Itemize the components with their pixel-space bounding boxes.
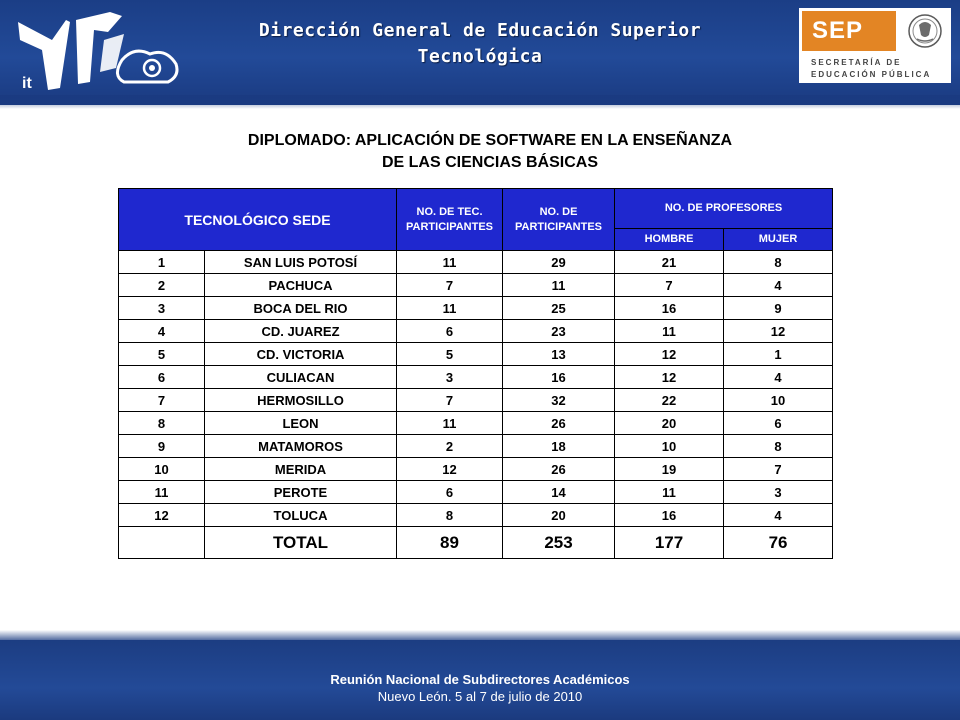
cell-tec: 3 (397, 366, 503, 389)
cell-num: 8 (119, 412, 205, 435)
cell-mujer: 8 (724, 435, 833, 458)
table-row (119, 297, 833, 320)
cell-sede: BOCA DEL RIO (205, 297, 397, 320)
cell-hombre: 20 (615, 412, 724, 435)
cell-mujer: 6 (724, 412, 833, 435)
cell-tec: 11 (397, 297, 503, 320)
cell-part: 20 (503, 504, 615, 527)
total-tec: 89 (397, 527, 503, 559)
sep-line-1: SECRETARÍA DE (811, 58, 902, 67)
table-row (119, 366, 833, 389)
total-part: 253 (503, 527, 615, 559)
table-row (119, 320, 833, 343)
footer-line2: Nuevo León. 5 al 7 de julio de 2010 (377, 689, 583, 704)
cell-sede: CULIACAN (205, 366, 397, 389)
document-title-line2: DE LAS CIENCIAS BÁSICAS (381, 154, 599, 171)
footer-line1: Reunión Nacional de Subdirectores Académicos (330, 672, 630, 687)
cell-sede: PACHUCA (205, 274, 397, 297)
cell-part: 13 (503, 343, 615, 366)
cell-part: 14 (503, 481, 615, 504)
cell-hombre: 12 (615, 366, 724, 389)
header-sede: TECNOLÓGICO SEDE (119, 189, 397, 251)
cell-mujer: 7 (724, 458, 833, 481)
cell-num: 5 (119, 343, 205, 366)
cell-tec: 11 (397, 251, 503, 274)
cell-sede: CD. VICTORIA (205, 343, 397, 366)
table-row (119, 481, 833, 504)
cell-mujer: 9 (724, 297, 833, 320)
cell-num: 9 (119, 435, 205, 458)
cell-sede: HERMOSILLO (205, 389, 397, 412)
cell-part: 25 (503, 297, 615, 320)
cell-hombre: 21 (615, 251, 724, 274)
cell-sede: MATAMOROS (205, 435, 397, 458)
cell-part: 18 (503, 435, 615, 458)
cell-mujer: 12 (724, 320, 833, 343)
cell-part: 32 (503, 389, 615, 412)
cell-hombre: 16 (615, 504, 724, 527)
cell-part: 29 (503, 251, 615, 274)
cell-tec: 8 (397, 504, 503, 527)
table-row (119, 274, 833, 297)
cell-mujer: 4 (724, 504, 833, 527)
cell-num: 1 (119, 251, 205, 274)
cell-sede: LEON (205, 412, 397, 435)
total-row (119, 527, 833, 559)
cell-mujer: 1 (724, 343, 833, 366)
cell-num: 6 (119, 366, 205, 389)
table-row (119, 343, 833, 366)
cell-tec: 7 (397, 389, 503, 412)
cell-part: 16 (503, 366, 615, 389)
cell-tec: 2 (397, 435, 503, 458)
cell-tec: 11 (397, 412, 503, 435)
sep-line-2: EDUCACIÓN PÚBLICA (811, 70, 932, 79)
cell-tec: 12 (397, 458, 503, 481)
cell-mujer: 8 (724, 251, 833, 274)
table-row (119, 412, 833, 435)
cell-tec: 6 (397, 320, 503, 343)
total-label: TOTAL (205, 527, 397, 559)
cell-sede: TOLUCA (205, 504, 397, 527)
cell-hombre: 10 (615, 435, 724, 458)
sep-logo-block (802, 11, 896, 51)
table-row (119, 504, 833, 527)
cell-part: 11 (503, 274, 615, 297)
cell-sede: CD. JUAREZ (205, 320, 397, 343)
header-title-line2: Tecnológica (417, 46, 543, 67)
cell-hombre: 12 (615, 343, 724, 366)
cell-tec: 7 (397, 274, 503, 297)
cell-mujer: 10 (724, 389, 833, 412)
document-title (160, 130, 820, 174)
cell-sede: SAN LUIS POTOSÍ (205, 251, 397, 274)
cell-num: 2 (119, 274, 205, 297)
cell-num: 12 (119, 504, 205, 527)
header-profesores: NO. DE PROFESORES (615, 189, 833, 229)
cell-part: 26 (503, 412, 615, 435)
cell-num: 3 (119, 297, 205, 320)
document-title-line1: DIPLOMADO: APLICACIÓN DE SOFTWARE EN LA ENSEÑANZA (247, 132, 733, 149)
cell-blank (119, 527, 205, 559)
total-hombre: 177 (615, 527, 724, 559)
cell-tec: 6 (397, 481, 503, 504)
header-title-line1: Dirección General de Educación Superior (258, 20, 702, 41)
cell-mujer: 4 (724, 366, 833, 389)
cell-hombre: 11 (615, 320, 724, 343)
cell-sede: PEROTE (205, 481, 397, 504)
header-participantes: NO. DE PARTICIPANTES (503, 189, 615, 251)
it-logo-text: it (22, 75, 32, 92)
sep-logo (799, 8, 951, 83)
table-row (119, 435, 833, 458)
cell-hombre: 7 (615, 274, 724, 297)
header-mujer: MUJER (724, 229, 833, 251)
cell-mujer: 4 (724, 274, 833, 297)
cell-num: 7 (119, 389, 205, 412)
cell-hombre: 16 (615, 297, 724, 320)
cell-mujer: 3 (724, 481, 833, 504)
cell-num: 10 (119, 458, 205, 481)
cell-hombre: 19 (615, 458, 724, 481)
cell-hombre: 11 (615, 481, 724, 504)
mexico-seal-icon (903, 11, 947, 51)
total-mujer: 76 (724, 527, 833, 559)
cell-part: 23 (503, 320, 615, 343)
header-hombre: HOMBRE (615, 229, 724, 251)
cell-hombre: 22 (615, 389, 724, 412)
header-tec-participantes: NO. DE TEC. PARTICIPANTES (397, 189, 503, 251)
cell-part: 26 (503, 458, 615, 481)
table-body (119, 251, 833, 559)
sep-acronym: SEP (812, 17, 864, 44)
table-row (119, 389, 833, 412)
table-row (119, 251, 833, 274)
header-title (200, 18, 760, 70)
cell-num: 11 (119, 481, 205, 504)
header-shade (0, 95, 960, 109)
cell-tec: 5 (397, 343, 503, 366)
it-logo (12, 10, 182, 92)
cell-sede: MERIDA (205, 458, 397, 481)
table-row (119, 458, 833, 481)
cell-num: 4 (119, 320, 205, 343)
participants-table (118, 188, 833, 559)
